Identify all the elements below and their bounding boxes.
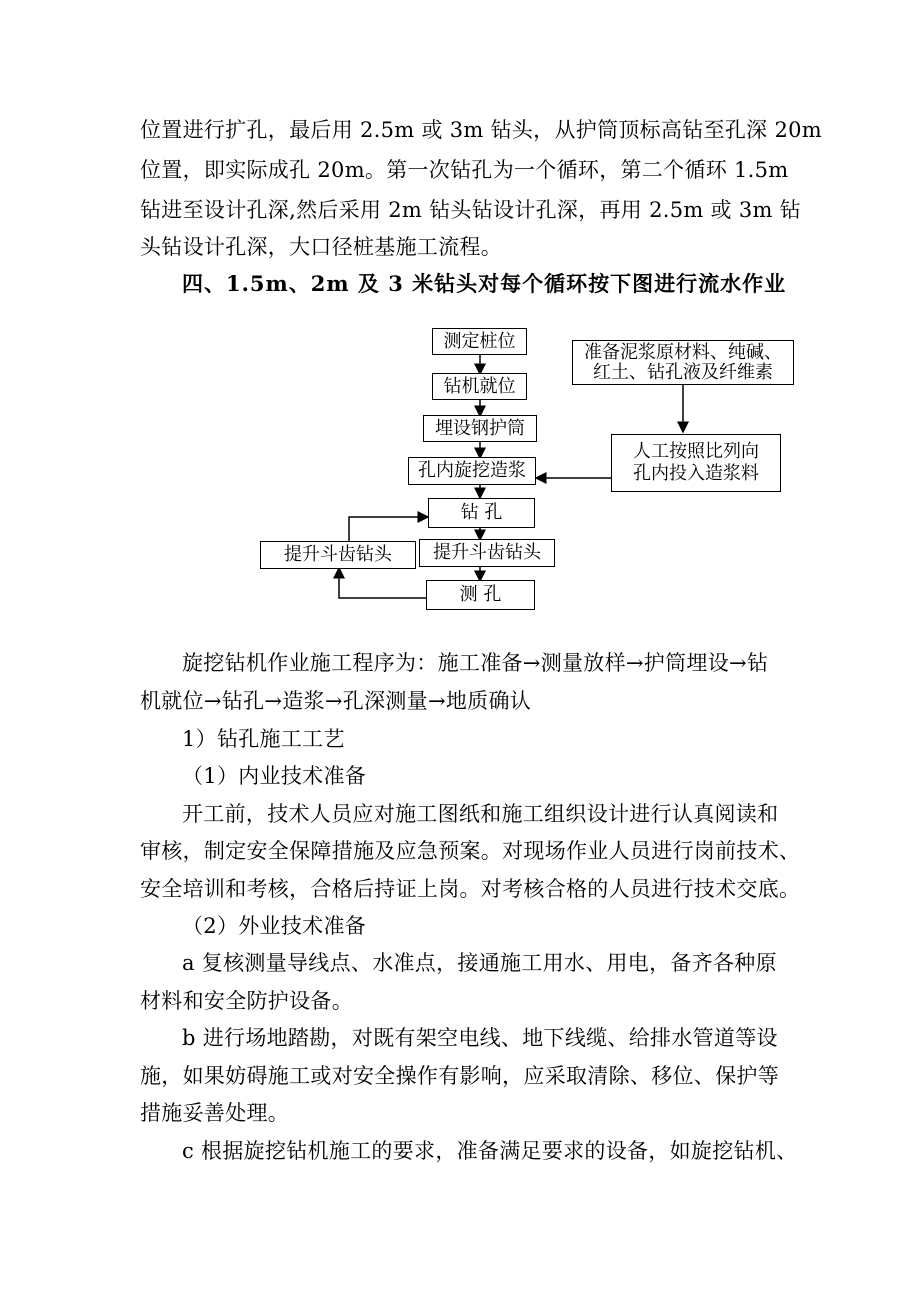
body-line-6: 审核，制定安全保障措施及应急预案。对现场作业人员进行岗前技术、 [140, 839, 801, 863]
body-line-13: 措施妥善处理。 [140, 1101, 290, 1125]
step-rig-in-place: 钻机就位 [432, 373, 527, 400]
body-line-5: 开工前，技术人员应对施工图纸和施工组织设计进行认真阅读和 [182, 802, 779, 826]
arrow-loop-drill [349, 517, 428, 541]
material-line-2: 红土、钻孔液及纤维素 [593, 361, 773, 383]
loop-lift-bit: 提升斗齿钻头 [260, 541, 416, 569]
body-line-7: 安全培训和考核，合格后持证上岗。对考核合格的人员进行技术交底。 [140, 877, 801, 901]
body-line-9: a 复核测量导线点、水准点，接通施工用水、用电，备齐各种原 [182, 951, 777, 975]
body-line-11: b 进行场地踏勘，对既有架空电线、地下线缆、给排水管道等设 [182, 1026, 778, 1050]
body-line-8: （2）外业技术准备 [182, 914, 367, 938]
feed-line-2: 孔内投入造浆料 [633, 463, 759, 484]
body-line-3: 1）钻孔施工工艺 [182, 727, 345, 751]
body-line-12: 施，如果妨碍施工或对安全操作有影响，应采取清除、移位、保护等 [140, 1064, 779, 1088]
step-slurry-making: 孔内旋挖造浆 [408, 457, 536, 485]
body-line-10: 材料和安全防护设备。 [140, 989, 353, 1013]
material-preparation-box [572, 340, 794, 385]
body-line-2: 机就位→钻孔→造浆→孔深测量→地质确认 [140, 689, 532, 713]
feed-line-1: 人工按照比列向 [633, 441, 759, 462]
body-line-4: （1）内业技术准备 [182, 764, 367, 788]
manual-feed-box [611, 434, 781, 492]
step-drilling: 钻 孔 [428, 498, 535, 528]
intro-line-2: 位置，即实际成孔 20m。第一次钻孔为一个循环，第二个循环 1.5m [140, 158, 789, 182]
step-steel-casing: 埋设钢护筒 [423, 415, 537, 442]
material-line-1: 准备泥浆原材料、纯碱、 [584, 341, 782, 363]
step-hole-measure: 测 孔 [426, 580, 535, 610]
body-line-1: 旋挖钻机作业施工程序为：施工准备→测量放样→护筒埋设→钻 [182, 651, 769, 675]
intro-line-3: 钻进至设计孔深,然后采用 2m 钻头钻设计孔深，再用 2.5m 或 3m 钻 [140, 198, 801, 222]
step-pile-position: 测定桩位 [432, 328, 527, 355]
step-lift-bit: 提升斗齿钻头 [419, 539, 555, 567]
body-line-14: c 根据旋挖钻机施工的要求，准备满足要求的设备，如旋挖钻机、 [182, 1139, 798, 1163]
section-heading: 四、1.5m、2m 及 3 米钻头对每个循环按下图进行流水作业 [182, 271, 787, 296]
arrow-measure-loop [339, 568, 426, 598]
intro-line-4: 头钻设计孔深，大口径桩基施工流程。 [140, 235, 503, 259]
intro-line-1: 位置进行扩孔，最后用 2.5m 或 3m 钻头，从护筒顶标高钻至孔深 20m [140, 118, 822, 142]
